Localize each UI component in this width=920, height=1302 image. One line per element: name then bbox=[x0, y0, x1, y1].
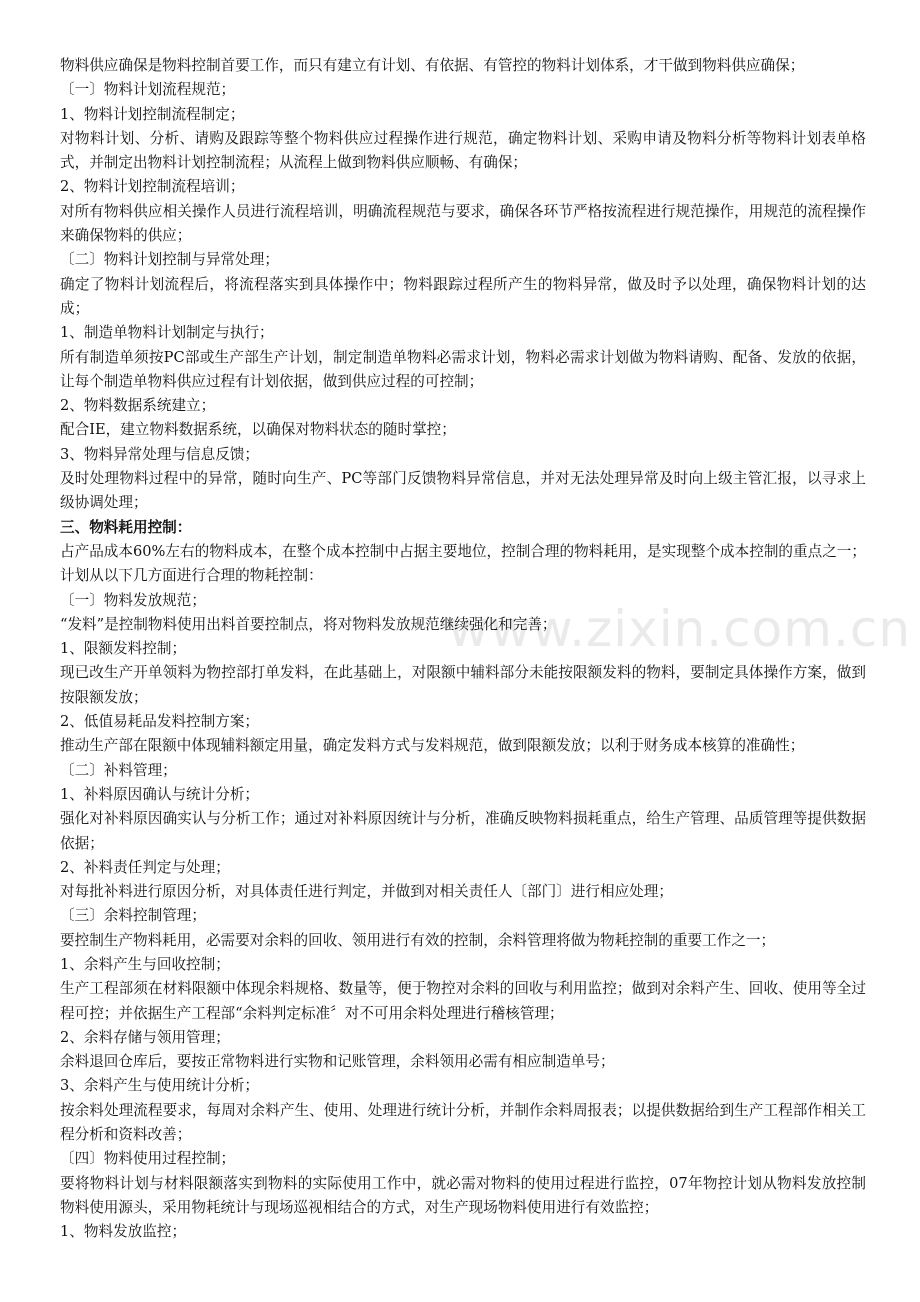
section-heading-2: 〔二〕补料管理； bbox=[60, 761, 177, 779]
item-heading: 1、补料原因确认与统计分析； bbox=[60, 785, 260, 803]
paragraph: 要控制生产物料耗用，必需要对余料的回收、领用进行有效的控制，余料管理将做为物耗控制的重要工作之一； bbox=[60, 931, 776, 949]
item-heading: 2、物料数据系统建立； bbox=[60, 397, 216, 415]
item-heading: 1、余料产生与回收控制； bbox=[60, 955, 230, 973]
section-heading-2: 〔二〕物料计划控制与异常处理； bbox=[60, 251, 279, 269]
paragraph: 推动生产部在限额中体现辅料额定用量，确定发料方式与发料规范，做到限额发放；以利于财务成本核算的准确性； bbox=[60, 737, 805, 755]
item-heading: 1、物料计划控制流程制定； bbox=[60, 105, 245, 123]
paragraph: 余料退回仓库后，要按正常物料进行实物和记账管理，余料领用必需有相应制造单号； bbox=[60, 1053, 615, 1071]
item-heading: 1、限额发料控制； bbox=[60, 640, 187, 658]
item-heading: 2、余料存储与领用管理； bbox=[60, 1028, 230, 1046]
paragraph: 配合IE，建立物料数据系统，以确保对物料状态的随时掌控； bbox=[60, 421, 456, 439]
paragraph: 确定了物料计划流程后，将流程落实到具体操作中；物料跟踪过程所产生的物料异常，做及时予以处理，确保物料计划的达成； bbox=[60, 275, 866, 317]
chapter-heading: 三、物料耗用控制： bbox=[60, 518, 192, 536]
paragraph: 对物料计划、分析、请购及跟踪等整个物料供应过程操作进行规范，确定物料计划、采购申请及物料分析等物料计划表单格式，并制定出物料计划控制流程；从流程上做到物料供应顺畅、有确保； bbox=[60, 129, 866, 172]
section-heading-4: 〔四〕物料使用过程控制； bbox=[60, 1150, 236, 1168]
paragraph: 强化对补料原因确实认与分析工作；通过对补料原因统计与分析，准确反映物料损耗重点，给生产管理、品质管理等提供数据依据； bbox=[60, 810, 866, 852]
item-heading: 2、补料责任判定与处理； bbox=[60, 858, 230, 876]
item-heading: 3、余料产生与使用统计分析； bbox=[60, 1077, 260, 1095]
document-body bbox=[60, 54, 866, 1245]
paragraph: 按余料处理流程要求，每周对余料产生、使用、处理进行统计分析，并制作余料周报表；以提供数据给到生产工程部作相关工程分析和资料改善； bbox=[60, 1101, 866, 1144]
paragraph: 及时处理物料过程中的异常，随时向生产、PC等部门反馈物料异常信息，并对无法处理异常及时向上级主管汇报，以寻求上级协调处理； bbox=[60, 470, 866, 512]
item-heading: 2、物料计划控制流程培训； bbox=[60, 178, 245, 196]
paragraph: 要将物料计划与材料限额落实到物料的实际使用工作中，就必需对物料的使用过程进行监控，07年物控计划从物料发放控制物料使用源头，采用物耗统计与现场巡视相结合的方式，对生产现场物料使用进行有效监控； bbox=[60, 1174, 866, 1216]
paragraph: “发料”是控制物料使用出料首要控制点，将对物料发放规范继续强化和完善； bbox=[60, 615, 557, 633]
paragraph: 现已改生产开单领料为物控部打单发料，在此基础上，对限额中辅料部分未能按限额发料的物料，要制定具体操作方案，做到按限额发放； bbox=[60, 664, 866, 706]
paragraph: 生产工程部须在材料限额中体现余料规格、数量等，便于物控对余料的回收与利用监控；做到对余料产生、回收、使用等全过程可控；并依据生产工程部“余料判定标准〞对不可用余料处理进行稽核管理； bbox=[60, 980, 866, 1022]
item-heading: 1、制造单物料计划制定与执行； bbox=[60, 324, 274, 342]
watermark: www.zixin.com.cn bbox=[448, 600, 912, 658]
paragraph: 对所有物料供应相关操作人员进行流程培训，明确流程规范与要求，确保各环节严格按流程进行规范操作，用规范的流程操作来确保物料的供应； bbox=[60, 202, 866, 245]
item-heading: 1、物料发放监控； bbox=[60, 1223, 187, 1241]
section-heading-3: 〔三〕余料控制管理； bbox=[60, 907, 206, 925]
section-heading-1: 〔一〕物料计划流程规范； bbox=[60, 81, 236, 99]
item-heading: 2、低值易耗品发料控制方案； bbox=[60, 713, 260, 731]
paragraph: 对每批补料进行原因分析，对具体责任进行判定，并做到对相关责任人〔部门〕进行相应处理； bbox=[60, 883, 673, 901]
paragraph: 所有制造单须按PC部或生产部生产计划，制定制造单物料必需求计划，物料必需求计划做为物料请购、配备、发放的依据，让每个制造单物料供应过程有计划依据，做到供应过程的可控制； bbox=[60, 348, 866, 390]
intro-paragraph: 物料供应确保是物料控制首要工作，而只有建立有计划、有依据、有管控的物料计划体系，才干做到物料供应确保； bbox=[60, 57, 805, 74]
paragraph: 占产品成本60%左右的物料成本，在整个成本控制中占据主要地位，控制合理的物料耗用，是实现整个成本控制的重点之一；计划从以下几方面进行合理的物耗控制： bbox=[60, 542, 866, 585]
section-heading-1: 〔一〕物料发放规范； bbox=[60, 591, 206, 609]
item-heading: 3、物料异常处理与信息反馈； bbox=[60, 445, 260, 463]
